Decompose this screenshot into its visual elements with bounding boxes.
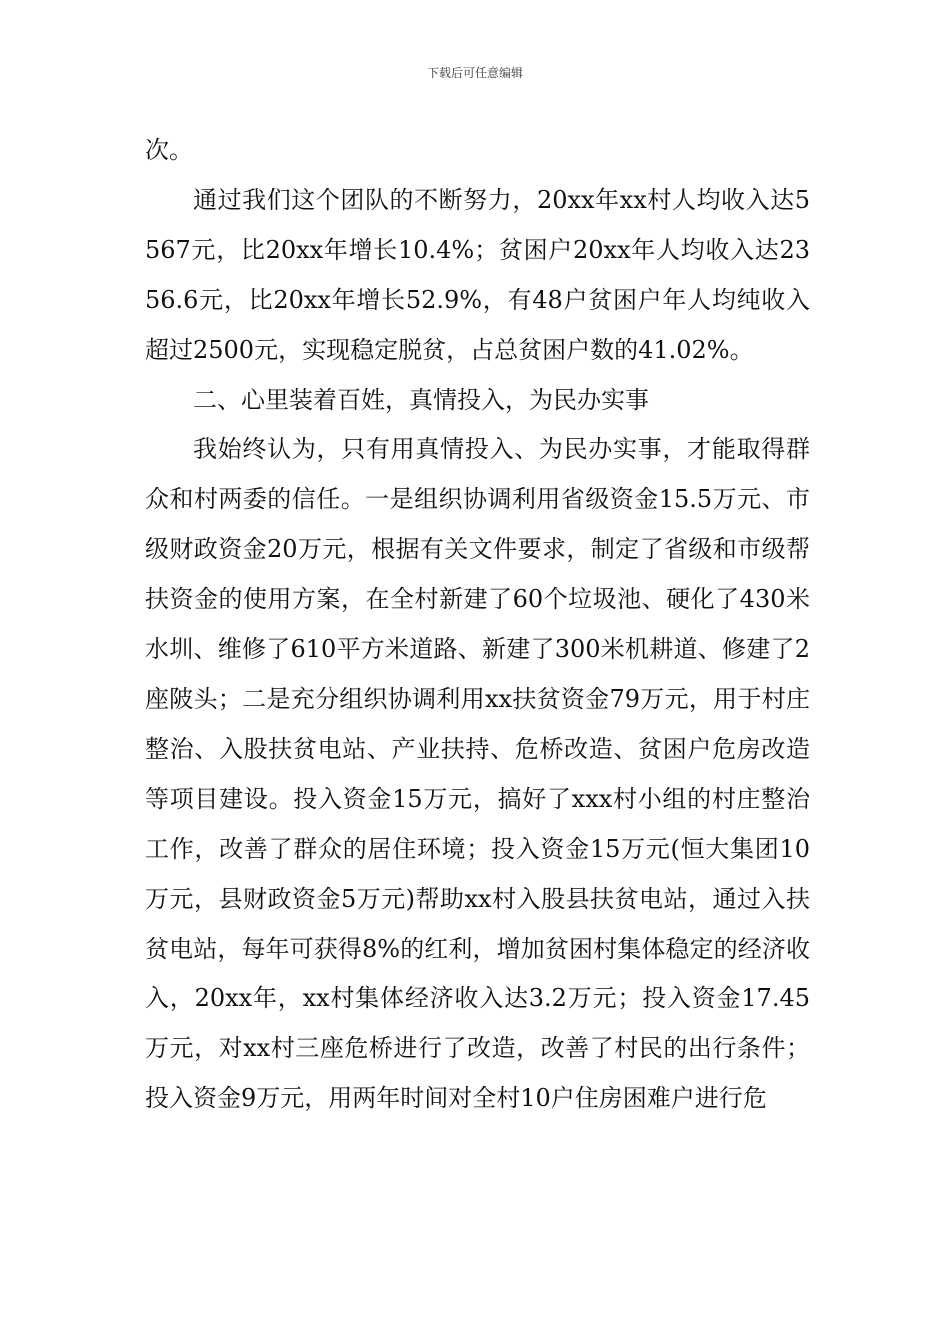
paragraph-income-results: 通过我们这个团队的不断努力，20xx年xx村人均收入达5567元，比20xx年增长10.4%；贫困户20xx年人均收入达2356.6元，比20xx年增长52.9%，有48户贫困户年人均纯收入超过2500元，实现稳定脱贫，占总贫困户数的41.02%。: [145, 185, 810, 364]
section-heading-two: 二、心里装着百姓，真情投入，为民办实事: [193, 385, 649, 414]
document-body: [145, 126, 810, 1124]
paragraph-continuation: 次。: [145, 136, 193, 164]
header-note: 下载后可任意编辑: [426, 66, 523, 80]
paragraph-projects: 我始终认为，只有用真情投入、为民办实事，才能取得群众和村两委的信任。一是组织协调利用省级资金15.5万元、市级财政资金20万元，根据有关文件要求，制定了省级和市级帮扶资金的使用方案，在全村新建了60个垃圾池、硬化了430米水圳、维修了610平方米道路、新建了300米机耕道、修建了2座陂头；二是充分组织协调利用xx扶贫资金79万元，用于村庄整治、入股扶贫电站、产业扶持、危桥改造、贫困户危房改造等项目建设。投入资金15万元，搞好了xxx村小组的村庄整治工作，改善了群众的居住环境；投入资金15万元(恒大集团10万元，县财政资金5万元)帮助xx村入股县扶贫电站，通过入扶贫电站，每年可获得8%的红利，增加贫困村集体稳定的经济收入，20xx年，xx村集体经济收入达3.2万元；投入资金17.45万元，对xx村三座危桥进行了改造，改善了村民的出行条件；投入资金9万元，用两年时间对全村10户住房困难户进行危: [145, 435, 810, 1113]
